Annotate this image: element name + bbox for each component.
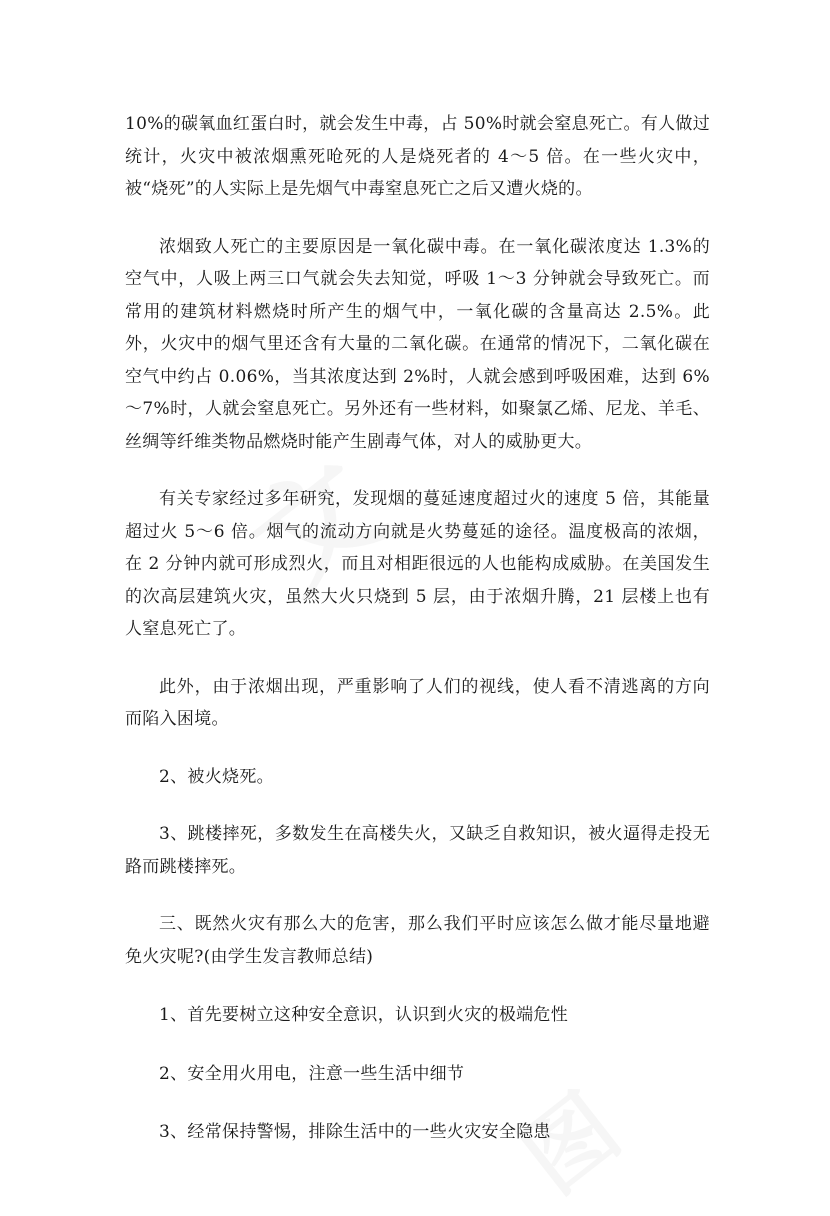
list-item: 3、跳楼摔死，多数发生在高楼失火，又缺乏自救知识，被火逼得走投无路而跳楼摔死。	[125, 824, 710, 877]
list-item: 3、经常保持警惕，排除生活中的一些火灾安全隐患	[159, 1122, 551, 1142]
paragraph: 此外，由于浓烟出现，严重影响了人们的视线，使人看不清逃离的方向而陷入困境。	[125, 676, 710, 729]
list-item: 2、被火烧死。	[159, 766, 274, 787]
list-item: 2、安全用火用电，注意一些生活中细节	[159, 1063, 465, 1084]
paragraph: 有关专家经过多年研究，发现烟的蔓延速度超过火的速度 5 倍，其能量超过火 5～6 倍。烟气的流动方向就是火势蔓延的途径。温度极高的浓烟，在 2 分钟内就可形成烈火，而且对相距很远的人也能构成威胁。在美国发生的次高层建筑火灾，虽然大火只烧到 5 层，由于浓烟升腾，21 层楼上也有人窒息死亡了。	[125, 489, 710, 639]
paragraph: 浓烟致人死亡的主要原因是一氧化碳中毒。在一氧化碳浓度达 1.3%的空气中，人吸上两三口气就会失去知觉，呼吸 1～3 分钟就会导致死亡。而常用的建筑材料燃烧时所产生的烟气中，一氧化碳的含量高达 2.5%。此外，火灾中的烟气里还含有大量的二氧化碳。在通常的情况下，二氧化碳在空气中约占 0.06%，当其浓度达到 2%时，人就会感到呼吸困难，达到 6%～7%时，人就会窒息死亡。另外还有一些材料，如聚氯乙烯、尼龙、羊毛、丝绸等纤维类物品燃烧时能产生剧毒气体，对人的威胁更大。	[125, 236, 710, 452]
list-item: 1、首先要树立这种安全意识，认识到火灾的极端危性	[159, 1005, 569, 1025]
section-heading: 三、既然火灾有那么大的危害，那么我们平时应该怎么做才能尽量地避免火灾呢?(由学生发言教师总结)	[125, 914, 710, 967]
document-page	[125, 108, 710, 1149]
paragraph: 10%的碳氧血红蛋白时，就会发生中毒，占 50%时就会窒息死亡。有人做过统计，火灾中被浓烟熏死呛死的人是烧死者的 4～5 倍。在一些火灾中，被“烧死”的人实际上是先烟气中毒窒息死亡之后又遭火烧的。	[125, 114, 710, 199]
